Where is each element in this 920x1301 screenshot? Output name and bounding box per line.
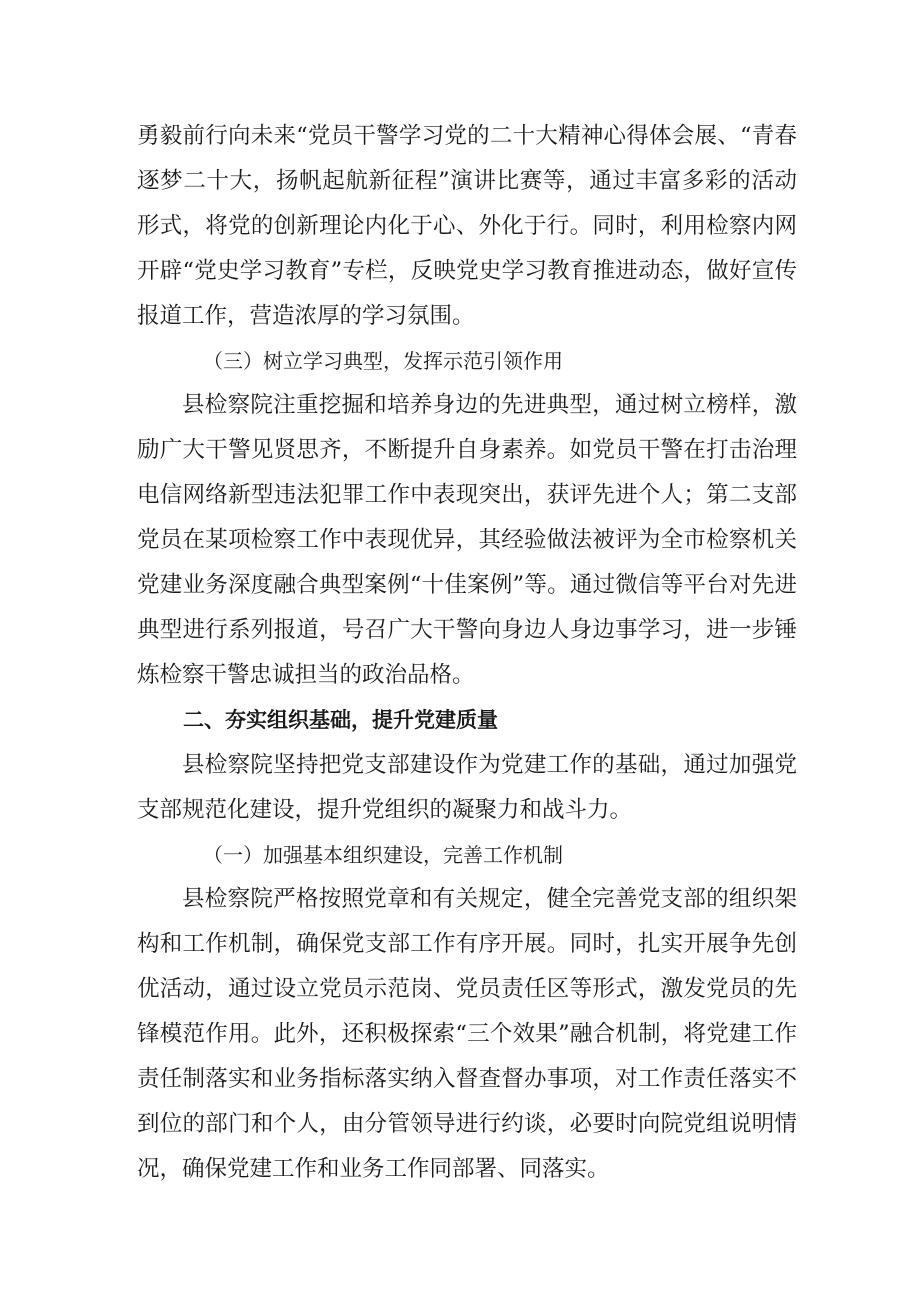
document-page [137, 114, 797, 1192]
subsection-heading: （三）树立学习典型，发挥示范引领作用 [203, 348, 563, 373]
body-paragraph: 县检察院严格按照党章和有关规定，健全完善党支部的组织架构和工作机制，确保党支部工作有序开展。同时，扎实开展争先创优活动，通过设立党员示范岗、党员责任区等形式，激发党员的先锋模范作用。此外，还积极探索“三个效果”融合机制，将党建工作责任制落实和业务指标落实纳入督查督办事项，对工作责任落实不到位的部门和个人，由分管领导进行约谈，必要时向院党组说明情况，确保党建工作和业务工作同部署、同落实。 [137, 886, 797, 1182]
body-paragraph: 县检察院注重挖掘和培养身边的先进典型，通过树立榜样，激励广大干警见贤思齐，不断提升自身素养。如党员干警在打击治理电信网络新型违法犯罪工作中表现突出，获评先进个人；第二支部党员在某项检察工作中表现优异，其经验做法被评为全市检察机关党建业务深度融合典型案例“十佳案例”等。通过微信等平台对先进典型进行系列报道，号召广大干警向身边人身边事学习，进一步锤炼检察干警忠诚担当的政治品格。 [137, 392, 797, 688]
subsection-heading: （一）加强基本组织建设，完善工作机制 [203, 842, 563, 867]
body-paragraph: 勇毅前行向未来“党员干警学习党的二十大精神心得体会展、“青春逐梦二十大，扬帆起航新征程”演讲比赛等，通过丰富多彩的活动形式，将党的创新理论内化于心、外化于行。同时，利用检察内网开辟“党史学习教育”专栏，反映党史学习教育推进动态，做好宣传报道工作，营造浓厚的学习氛围。 [137, 123, 797, 329]
body-paragraph: 县检察院坚持把党支部建设作为党建工作的基础，通过加强党支部规范化建设，提升党组织的凝聚力和战斗力。 [137, 751, 797, 823]
section-heading: 二、夯实组织基础，提升党建质量 [183, 707, 498, 732]
